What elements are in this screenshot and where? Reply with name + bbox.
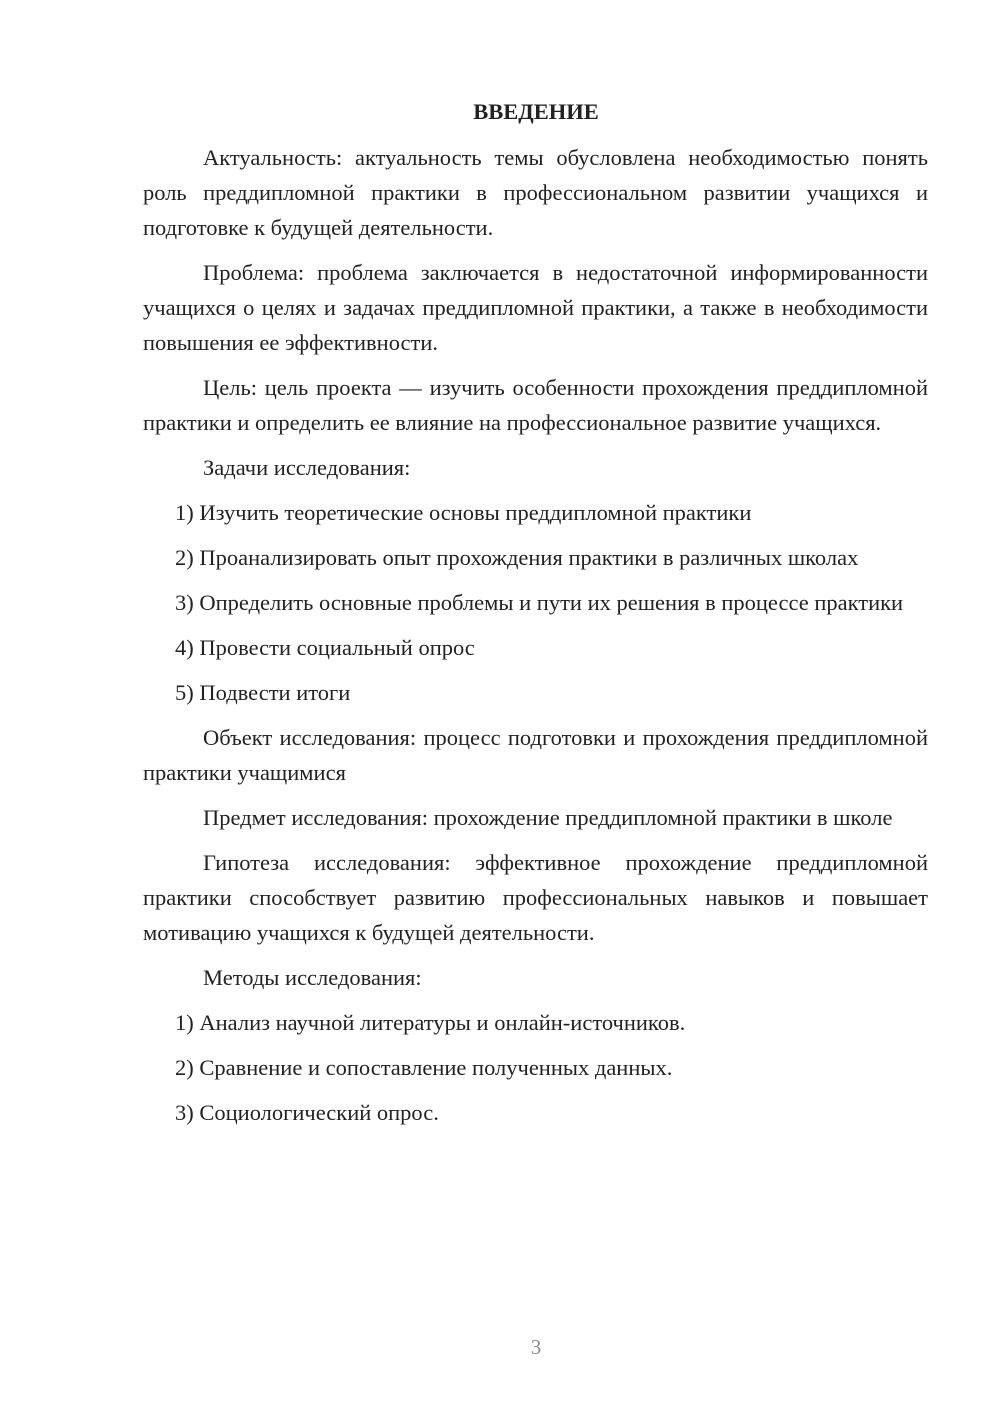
task-item-4: 4) Провести социальный опрос — [175, 635, 475, 660]
subject-paragraph: Предмет исследования: прохождение преддипломной практики в школе — [203, 805, 893, 830]
task-item-5: 5) Подвести итоги — [175, 680, 351, 705]
tasks-heading: Задачи исследования: — [203, 455, 411, 480]
method-item-1: 1) Анализ научной литературы и онлайн-источников. — [175, 1010, 686, 1035]
methods-heading: Методы исследования: — [203, 965, 422, 990]
task-item-1: 1) Изучить теоретические основы преддипломной практики — [175, 500, 752, 525]
relevance-paragraph: Актуальность: актуальность темы обусловлена необходимостью понять роль преддипломной практики в профессиональном развитии учащихся и подготовке к будущей деятельности. — [143, 145, 928, 240]
problem-paragraph: Проблема: проблема заключается в недостаточной информированности учащихся о целях и задачах преддипломной практики, а также в необходимости повышения ее эффективности. — [143, 260, 928, 355]
object-paragraph: Объект исследования: процесс подготовки и прохождения преддипломной практики учащимися — [143, 725, 928, 785]
document-body — [143, 94, 928, 1140]
task-item-2: 2) Проанализировать опыт прохождения практики в различных школах — [175, 545, 859, 570]
hypothesis-paragraph: Гипотеза исследования: эффективное прохождение преддипломной практики способствует развитию профессиональных навыков и повышает мотивацию учащихся к будущей деятельности. — [143, 850, 928, 945]
task-item-3: 3) Определить основные проблемы и пути их решения в процессе практики — [175, 590, 904, 615]
page-number: 3 — [530, 1335, 542, 1359]
section-title: ВВЕДЕНИЕ — [473, 99, 599, 124]
goal-paragraph: Цель: цель проекта — изучить особенности прохождения преддипломной практики и определить ее влияние на профессиональное развитие учащихся. — [143, 375, 928, 435]
method-item-3: 3) Социологический опрос. — [175, 1100, 439, 1125]
method-item-2: 2) Сравнение и сопоставление полученных данных. — [175, 1055, 673, 1080]
